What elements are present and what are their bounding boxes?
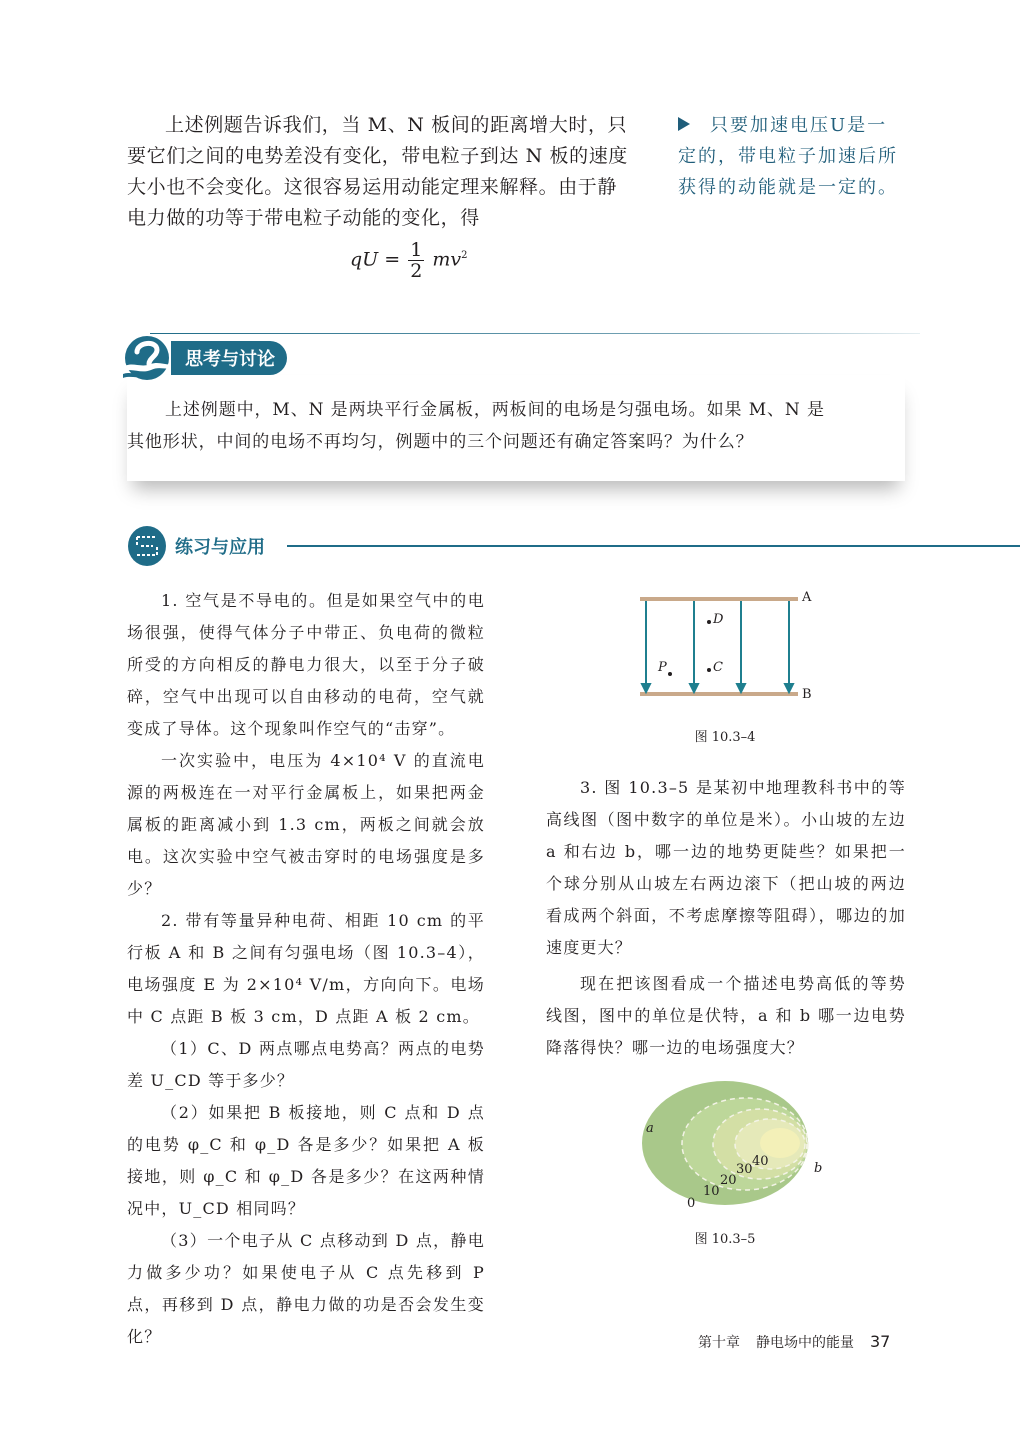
parallel-plates-diagram	[630, 590, 830, 705]
chapter-number: 第十章	[698, 1335, 740, 1351]
point-label-c: C	[713, 660, 723, 675]
practice-left-column	[127, 585, 485, 1353]
question-2-sub3: （3）一个电子从 C 点移动到 D 点，静电力做多少功？如果使电子从 C 点先移到 P 点，再移到 D 点，静电力做的功是否会发生变化？	[127, 1231, 485, 1346]
question-2-sub2: （2）如果把 B 板接地，则 C 点和 D 点的电势 φ_C 和 φ_D 各是多少？如果把 A 板接地，则 φ_C 和 φ_D 各是多少？在这两种情况中，U_CD 相同吗？	[127, 1103, 485, 1218]
figure-caption: 图 10.3–4	[694, 730, 756, 745]
contour-label-30: 30	[736, 1162, 753, 1177]
discussion-title: 思考与讨论	[171, 341, 287, 375]
figure-10-3-5	[630, 1078, 830, 1218]
formula-rhs: mv	[432, 248, 462, 271]
figure-10-3-4	[630, 590, 830, 710]
sidenote-line: 定的，带电粒子加速后所	[678, 146, 898, 167]
discussion-line: 其他形状，中间的电场不再均匀，例题中的三个问题还有确定答案吗？为什么？	[127, 432, 754, 452]
plate-label-a: A	[802, 590, 812, 605]
intro-line: 电力做的功等于带电粒子动能的变化，得	[127, 207, 480, 229]
question-1-part2: 一次实验中，电压为 4×10⁴ V 的直流电源的两极连在一对平行金属板上，如果把两金属板的距离减小到 1.3 cm，两板之间就会放电。这次实验中空气被击穿时的电场强度是多少？	[127, 751, 485, 898]
practice-header	[127, 525, 265, 567]
formula-fraction	[408, 240, 424, 281]
question-3-part2: 现在把该图看成一个描述电势高低的等势线图，图中的单位是伏特，a 和 b 哪一边电势降落得快？哪一边的电场强度大？	[546, 974, 906, 1057]
point-label-p: P	[658, 660, 667, 675]
chapter-title: 静电场中的能量	[756, 1335, 854, 1351]
sidenote	[678, 110, 918, 203]
intro-line: 大小也不会变化。这很容易运用动能定理来解释。由于静	[127, 176, 618, 198]
formula	[350, 240, 467, 281]
question-1: 1. 空气是不导电的。但是如果空气中的电场很强，使得气体分子中带正、负电荷的微粒所受的方向相反的静电力很大，以至于分子破碎，空气中出现可以自由移动的电荷，空气就变成了导体。这个现象叫作空气的“击穿”。	[127, 591, 485, 738]
discussion-line: 上述例题中，M、N 是两块平行金属板，两板间的电场是匀强电场。如果 M、N 是	[165, 400, 825, 420]
practice-rule	[287, 545, 1020, 547]
discussion-text	[127, 394, 887, 458]
intro-line: 上述例题告诉我们，当 M、N 板间的距离增大时，只	[165, 114, 628, 136]
page-footer	[698, 1332, 890, 1352]
contour-label-0: 0	[687, 1196, 696, 1211]
sidenote-line: 只要加速电压U是一	[710, 115, 888, 136]
question-mark-icon	[123, 334, 175, 382]
contour-label-40: 40	[752, 1154, 769, 1169]
contour-label-10: 10	[703, 1184, 720, 1199]
intro-paragraph	[127, 110, 639, 234]
practice-title: 练习与应用	[175, 537, 265, 558]
practice-badge-icon	[127, 525, 167, 567]
question-3: 3. 图 10.3–5 是某初中地理教科书中的等高线图（图中数字的单位是米）。小山坡的左边 a 和右边 b，哪一边的地势更陡些？如果把一个球分别从山坡左右两边滚下（把山坡的两边看成两个斜面，不考虑摩擦等阻碍），哪边的加速度更大？	[546, 778, 906, 957]
fraction-numerator: 1	[410, 239, 423, 261]
question-2-sub1: （1）C、D 两点哪点电势高？两点的电势差 U_CD 等于多少？	[127, 1039, 485, 1090]
contour-label-20: 20	[720, 1173, 737, 1188]
practice-right-column	[546, 772, 906, 1064]
formula-exponent: 2	[461, 250, 468, 262]
figure-caption: 图 10.3–5	[694, 1232, 756, 1247]
side-label-a: a	[646, 1121, 654, 1136]
page-number: 37	[870, 1332, 891, 1351]
sidenote-line: 获得的动能就是一定的。	[678, 177, 898, 198]
discussion-header	[123, 334, 287, 382]
triangle-bullet-icon	[678, 117, 690, 131]
plate-label-b: B	[802, 687, 812, 702]
contour-map	[630, 1078, 830, 1218]
question-2: 2. 带有等量异种电荷、相距 10 cm 的平行板 A 和 B 之间有匀强电场（图 10.3–4），电场强度 E 为 2×10⁴ V/m，方向向下。电场中 C 点距 B 板 3 cm，D 点距 A 板 2 cm。	[127, 911, 485, 1026]
side-label-b: b	[814, 1161, 823, 1176]
formula-lhs: qU =	[350, 248, 401, 271]
intro-line: 要它们之间的电势差没有变化，带电粒子到达 N 板的速度	[127, 145, 628, 167]
point-label-d: D	[713, 612, 724, 627]
fraction-denominator: 2	[410, 260, 423, 282]
